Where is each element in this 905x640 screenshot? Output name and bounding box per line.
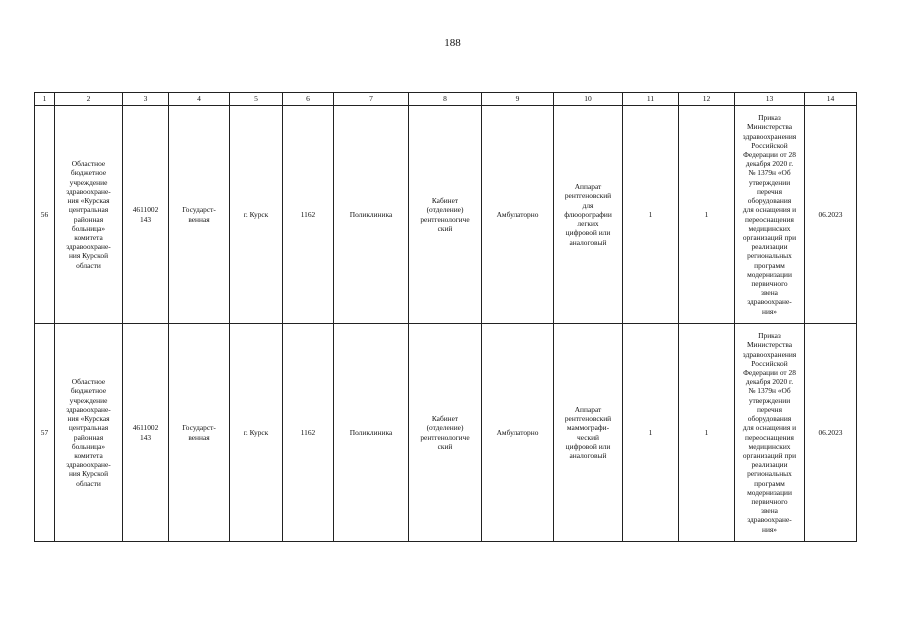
regulation-cell: Приказ Министерства здравоохранения Российской Федерации от 28 декабря 2020 г. № 1379н «Об утверждении перечня оборудования для оснащения и переоснащения медицинских организаций при реализации региональных программ модернизации первичного звена здравоохране- ния» bbox=[735, 324, 805, 542]
city-cell: г. Курск bbox=[230, 106, 283, 324]
header-cell: 13 bbox=[735, 93, 805, 106]
care-mode-cell: Амбулаторно bbox=[482, 324, 554, 542]
header-cell: 11 bbox=[623, 93, 679, 106]
header-cell: 12 bbox=[679, 93, 735, 106]
department-cell: Кабинет (отделение) рентгенологиче ский bbox=[409, 324, 482, 542]
header-cell: 8 bbox=[409, 93, 482, 106]
quantity-cell: 1 bbox=[679, 106, 735, 324]
quantity-cell: 1 bbox=[679, 324, 735, 542]
row-number-cell: 56 bbox=[35, 106, 55, 324]
date-cell: 06.2023 bbox=[805, 324, 857, 542]
equipment-cell: Аппарат рентгеновский для флюорографии легких цифровой или аналоговый bbox=[554, 106, 623, 324]
regulation-cell: Приказ Министерства здравоохранения Российской Федерации от 28 декабря 2020 г. № 1379н «Об утверждении перечня оборудования для оснащения и переоснащения медицинских организаций при реализации региональных программ модернизации первичного звена здравоохране- ния» bbox=[735, 106, 805, 324]
city-cell: г. Курск bbox=[230, 324, 283, 542]
facility-type-cell: Поликлиника bbox=[334, 106, 409, 324]
header-cell: 7 bbox=[334, 93, 409, 106]
header-cell: 9 bbox=[482, 93, 554, 106]
header-cell: 3 bbox=[123, 93, 169, 106]
code-cell: 1162 bbox=[283, 106, 334, 324]
page-number: 188 bbox=[444, 37, 461, 49]
quantity-cell: 1 bbox=[623, 106, 679, 324]
header-cell: 5 bbox=[230, 93, 283, 106]
row-number-cell: 57 bbox=[35, 324, 55, 542]
equipment-cell: Аппарат рентгеновский маммографи- ческий цифровой или аналоговый bbox=[554, 324, 623, 542]
department-cell: Кабинет (отделение) рентгенологиче ский bbox=[409, 106, 482, 324]
inn-cell: 4611002 143 bbox=[123, 324, 169, 542]
quantity-cell: 1 bbox=[623, 324, 679, 542]
care-mode-cell: Амбулаторно bbox=[482, 106, 554, 324]
table-row bbox=[35, 106, 857, 324]
ownership-cell: Государст- венная bbox=[169, 324, 230, 542]
code-cell: 1162 bbox=[283, 324, 334, 542]
ownership-cell: Государст- венная bbox=[169, 106, 230, 324]
header-cell: 14 bbox=[805, 93, 857, 106]
header-cell: 10 bbox=[554, 93, 623, 106]
organization-cell: Областное бюджетное учреждение здравоохране- ния «Курская центральная районная больница» комитета здравоохране- ния Курской области bbox=[55, 324, 123, 542]
table-header-row bbox=[35, 93, 857, 106]
organization-cell: Областное бюджетное учреждение здравоохране- ния «Курская центральная районная больница» комитета здравоохране- ния Курской области bbox=[55, 106, 123, 324]
table-row bbox=[35, 324, 857, 542]
header-cell: 1 bbox=[35, 93, 55, 106]
facility-type-cell: Поликлиника bbox=[334, 324, 409, 542]
date-cell: 06.2023 bbox=[805, 106, 857, 324]
header-cell: 2 bbox=[55, 93, 123, 106]
header-cell: 6 bbox=[283, 93, 334, 106]
equipment-table bbox=[34, 92, 857, 542]
inn-cell: 4611002 143 bbox=[123, 106, 169, 324]
header-cell: 4 bbox=[169, 93, 230, 106]
